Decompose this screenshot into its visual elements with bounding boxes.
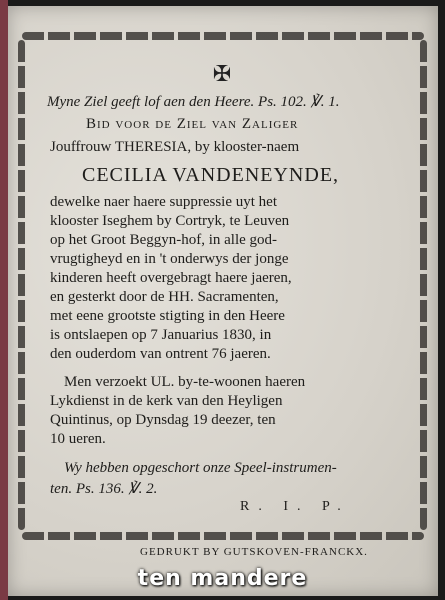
printer-credit: GEDRUKT BY GUTSKOVEN-FRANCKX.: [140, 546, 368, 558]
body-line: op het Groot Beggyn-hof, in alle god-: [50, 232, 278, 248]
ornament-border-bottom: [22, 532, 424, 540]
prayer-line: Bid voor de Ziel van Zaliger: [86, 116, 299, 132]
service-line: Quintinus, op Dynsdag 19 deezer, ten: [50, 412, 276, 428]
body-line: met eene grootste stigting in den Heere: [50, 308, 285, 324]
service-line: 10 ueren.: [50, 431, 106, 447]
ornament-border-top: [22, 32, 424, 40]
deceased-name: CECILIA VANDENEYNDE,: [82, 164, 340, 186]
red-edge: [0, 0, 8, 600]
closing-line: ten. Ps. 136. ℣. 2.: [50, 481, 158, 497]
verse-line: Myne Ziel geeft lof aen den Heere. Ps. 102. ℣. 1.: [47, 94, 340, 110]
body-line: dewelke naer haere suppressie uyt het: [50, 194, 277, 210]
ornament-border-left: [18, 40, 25, 530]
body-line: is ontslaepen op 7 Januarius 1830, in: [50, 327, 272, 343]
rip-text: R. I. P.: [240, 499, 350, 514]
title-line: Jouffrouw THERESIA, by klooster-naem: [50, 139, 300, 155]
body-line: den ouderdom van ontrent 76 jaeren.: [50, 346, 271, 362]
watermark: ten mandere: [137, 566, 308, 591]
ornament-border-right: [420, 40, 427, 530]
body-line: en gesterkt door de HH. Sacramenten,: [50, 289, 279, 305]
closing-line: Wy hebben opgeschort onze Speel-instrumen-: [64, 460, 337, 476]
body-line: klooster Iseghem by Cortryk, te Leuven: [50, 213, 290, 229]
service-line: Men verzoekt UL. by-te-woonen haeren: [64, 374, 306, 390]
service-line: Lykdienst in de kerk van den Heyligen: [50, 393, 283, 409]
cross-icon: ✠: [212, 62, 232, 87]
body-line: vrugtigheyd en in 't onderwys der jonge: [50, 251, 289, 267]
body-line: kinderen heeft overgebragt haere jaeren,: [50, 270, 292, 286]
